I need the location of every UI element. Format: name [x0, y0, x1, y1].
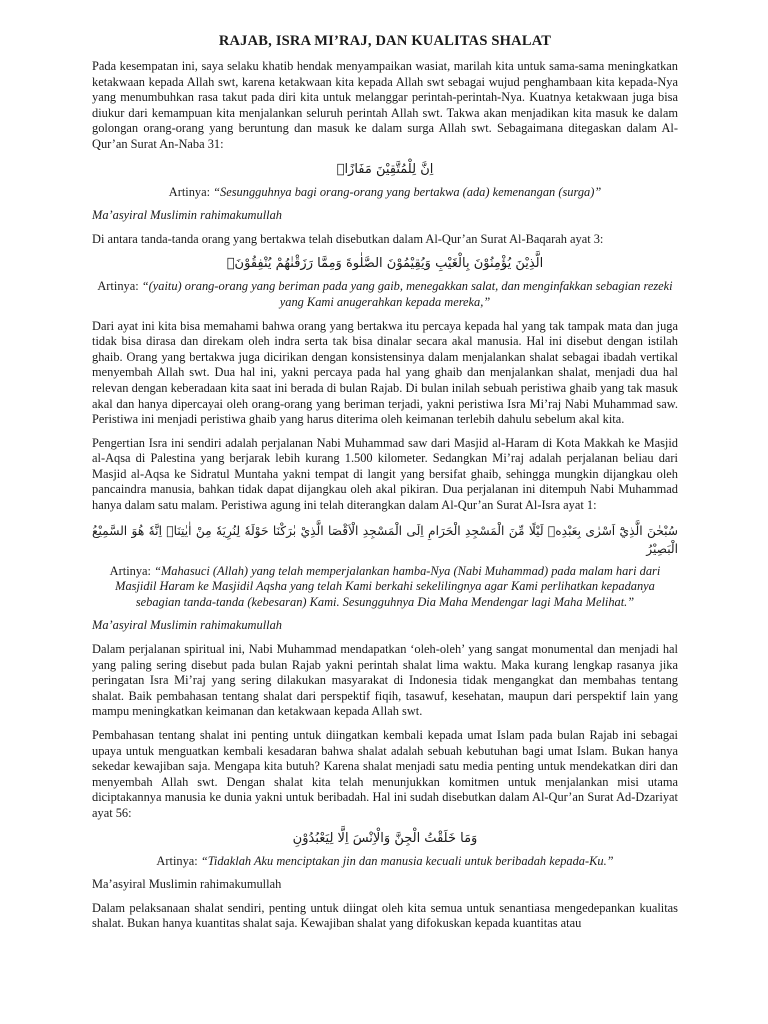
greeting-1: Ma’asyiral Muslimin rahimakumullah: [92, 208, 282, 223]
paragraph-intro: Pada kesempatan ini, saya selaku khatib hendak menyampaikan wasiat, marilah kita untuk sama-sama meningkatkan ketakwaan kepada Allah swt, karena ketakwaan kita kepada Allah swt sebagai wujud penghambaan kita kepada-Nya yang menumbuhkan rasa takut pada diri kita untuk melanggar perintah-perintah-Nya. Kuatnya ketakwaan juga bisa diukur dari kemampuan kita menjalankan seluruh perintah Allah swt. Takwa akan menjadikan kita masuk ke dalam golongan orang-orang yang beruntung dan masuk ke dalam surga Allah swt. Sebagaimana ditegaskan dalam Al-Qur’an Surat An-Naba 31:: [92, 59, 678, 151]
translation-al-isra: [92, 564, 678, 611]
paragraph-spiritual-journey: Dalam perjalanan spiritual ini, Nabi Muhammad mendapatkan ‘oleh-oleh’ yang sangat monumental dan menjadi hal yang paling sering disebut pada bulan Rajab yakni perintah shalat lima waktu. Maka kurang lengkap rasanya jika peringatan Isra Mi’raj yang sering dilakukan masyarakat di Indonesia tidak mengangkat dan membahas tentang shalat. Baik pembahasan tentang shalat dari perspektif fiqih, tasawuf, kesehatan, maupun dari perspektif lain yang mampu meningkatkan keimanan dan ketakwaan kepada Allah swt.: [92, 642, 678, 719]
paragraph-ghaib: Dari ayat ini kita bisa memahami bahwa orang yang bertakwa itu percaya kepada hal yang tak tampak mata dan juga tidak bisa dirasa dan direkam oleh indra serta tak bisa dinalar secara akal manusia. Hal ini disebut dengan istilah ghaib. Orang yang bertakwa juga dicirikan dengan konsistensinya dalam menjalankan shalat sebagai ibadah vertikal menyembah Allah swt. Dua hal ini, yakni percaya pada hal yang ghaib dan menjalankan shalat, menjadi dua hal relevan dengan keberadaan kita saat ini berada di bulan Rajab. Di bulan inilah sebuah peristiwa ghaib yang tak masuk akal dan hanya dipercayai oleh orang-orang yang beriman terjadi, yakni peristiwa Isra Mi’raj Nabi Muhammad saw. Peristiwa ini menjadi peristiwa ghaib yang harus diterima oleh keimanan terlebih dahulu sebelum akal kita.: [92, 318, 678, 427]
translation-label: Artinya:: [97, 279, 139, 294]
page-title: RAJAB, ISRA MI’RAJ, DAN KUALITAS SHALAT: [218, 33, 552, 49]
translation-label: Artinya:: [156, 853, 198, 868]
translation-ad-dzariyat: [92, 854, 678, 870]
greeting-3: Ma’asyiral Muslimin rahimakumullah: [92, 877, 282, 892]
translation-label: Artinya:: [168, 184, 211, 199]
translation-text: “(yaitu) orang-orang yang beriman pada yang gaib, menegakkan salat, dan menginfakkan sebagian rezeki yang Kami anugerahkan kepada mereka,”: [138, 279, 673, 309]
translation-al-baqarah: [92, 279, 678, 310]
translation-an-naba: [92, 185, 678, 201]
arabic-verse-al-baqarah: الَّذِيْنَ يُؤْمِنُوْنَ بِالْغَيْبِ وَيُقِيْمُوْنَ الصَّلٰوةَ وَمِمَّا رَزَقْنٰهُمْ يُنْفِقُوْنَۙ: [226, 256, 544, 272]
translation-text: “Sesungguhnya bagi orang-orang yang bertakwa (ada) kemenangan (surga)”: [210, 184, 602, 199]
arabic-verse-ad-dzariyat: وَمَا خَلَقْتُ الْجِنَّ وَالْاِنْسَ اِلَّا لِيَعْبُدُوْنِ: [292, 830, 478, 846]
greeting-2: Ma’asyiral Muslimin rahimakumullah: [92, 618, 282, 633]
arabic-verse-al-isra: سُبْحٰنَ الَّذِيْٓ اَسْرٰى بِعَبْدِهٖ لَيْلًا مِّنَ الْمَسْجِدِ الْحَرَامِ اِلَى الْمَسْجِدِ الْاَقْصَا الَّذِيْ بٰرَكْنَا حَوْلَهٗ لِنُرِيَهٗ مِنْ اٰيٰتِنَاۗ اِنَّهٗ هُوَ السَّمِيْعُ الْبَصِيْرُ: [92, 523, 678, 556]
paragraph-quality: Dalam pelaksanaan shalat sendiri, penting untuk diingat oleh kita semua untuk senantiasa mengedepankan kualitas shalat. Bukan hanya kuantitas shalat saja. Kewajiban shalat yang difokuskan kepada kuantitas atau: [92, 900, 678, 931]
arabic-verse-an-naba: اِنَّ لِلْمُتَّقِيْنَ مَفَازًاۙ: [336, 161, 434, 177]
paragraph-isra-definition: Pengertian Isra ini sendiri adalah perjalanan Nabi Muhammad saw dari Masjid al-Haram di Kota Makkah ke Masjid al-Aqsa di Palestina yang berjarak lebih kurang 1.500 kilometer. Sedangkan Mi’raj adalah perjalanan beliau dari Masjid al-Aqsa ke Sidratul Muntaha yakni tempat di langit yang bersifat ghaib, sehingga mungkin dijangkau oleh pancaindra manusia, bahkan tidak dapat dijangkau oleh akal pikiran. Dua perjalanan ini ditempuh Nabi Muhammad hanya dalam satu malam. Peristiwa agung ini telah diterangkan dalam Al-Qur’an Surat Al-Isra ayat 1:: [92, 435, 678, 513]
paragraph-shalat-importance: Pembahasan tentang shalat ini penting untuk diingatkan kembali kepada umat Islam pada bulan Rajab ini sebagai upaya untuk menguatkan kembali kesadaran bahwa shalat adalah sebuah kebutuhan bagi umat Islam. Bukan hanya sekedar kewajiban saja. Mengapa kita butuh? Karena shalat menjadi satu media penting untuk mendekatkan diri dan menyembah Allah swt. Dengan shalat kita telah menunjukkan komitmen untuk menjalankan misi utama diciptakannya manusia ke dunia yakni untuk beribadah. Hal ini sudah disebutkan dalam Al-Qur’an Surat Ad-Dzariyat ayat 56:: [92, 728, 678, 820]
translation-label: Artinya:: [109, 563, 151, 578]
translation-text: “Tidaklah Aku menciptakan jin dan manusia kecuali untuk beribadah kepada-Ku.”: [197, 853, 614, 868]
translation-text: “Mahasuci (Allah) yang telah memperjalankan hamba-Nya (Nabi Muhammad) pada malam hari dari Masjidil Haram ke Masjidil Aqsha yang telah Kami berkahi sekelilingnya agar Kami perlihatkan kepadanya sebagian tanda-tanda (kebesaran) Kami. Sesungguhnya Dia Maha Mendengar lagi Maha Melihat.”: [115, 563, 661, 609]
paragraph-baqarah-intro: Di antara tanda-tanda orang yang bertakwa telah disebutkan dalam Al-Qur’an Surat Al-Baqarah ayat 3:: [92, 231, 604, 246]
